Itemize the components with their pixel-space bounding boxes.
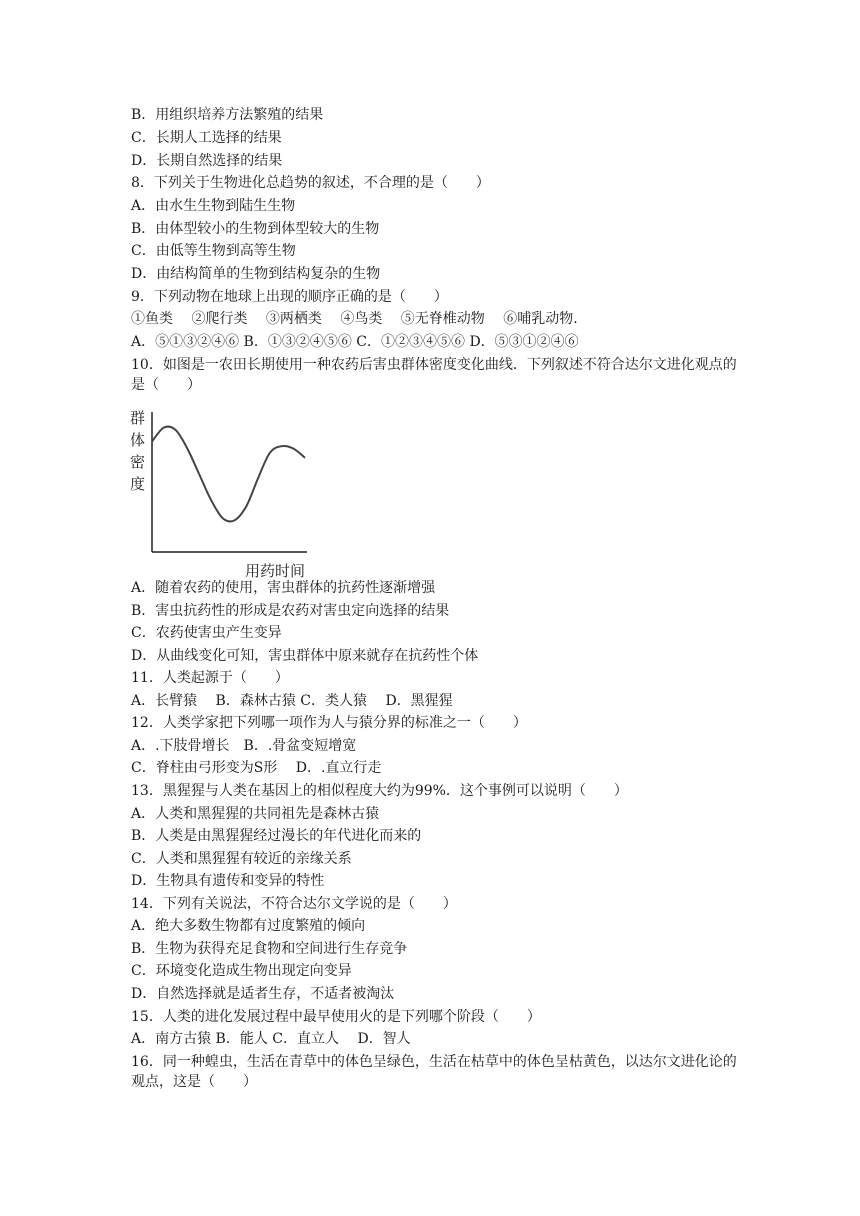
- q12-options-ab: A．.下肢骨增长 B．.骨盆变短增宽: [131, 738, 357, 754]
- q14-option-b: B．生物为获得充足食物和空间进行生存竞争: [131, 941, 408, 957]
- q13-option-b: B．人类是由黑猩猩经过漫长的年代进化而来的: [131, 828, 422, 844]
- density-curve: [152, 427, 305, 522]
- y-label-char-2: 体: [130, 431, 146, 449]
- q15-stem: 15．人类的进化发展过程中最早使用火的是下列哪个阶段（ ）: [131, 1009, 541, 1025]
- q14-option-d: D．自然选择就是适者生存，不适者被淘汰: [131, 986, 395, 1002]
- q9-stem: 9．下列动物在地球上出现的顺序正确的是（ ）: [131, 289, 448, 305]
- q12-options-cd: C．脊柱由弓形变为S形 D．.直立行走: [131, 760, 382, 776]
- q11-stem: 11．人类起源于（ ）: [131, 670, 289, 686]
- q14-option-c: C．环境变化造成生物出现定向变异: [131, 963, 352, 979]
- pest-density-chart: [125, 404, 315, 580]
- q13-option-d: D．生物具有遗传和变异的特性: [131, 873, 325, 889]
- q14-option-a: A．绝大多数生物都有过度繁殖的倾向: [131, 918, 366, 934]
- y-label-char-4: 度: [130, 475, 146, 493]
- q8-option-a: A．由水生生物到陆生生物: [131, 198, 296, 214]
- q7-option-c: C．长期人工选择的结果: [131, 130, 282, 146]
- q13-option-a: A．人类和黑猩猩的共同祖先是森林古猿: [131, 806, 380, 822]
- q7-option-b: B．用组织培养方法繁殖的结果: [131, 107, 324, 123]
- q13-stem: 13．黑猩猩与人类在基因上的相似程度大约为99%．这个事例可以说明（ ）: [131, 783, 628, 799]
- q8-stem: 8．下列关于生物进化总趋势的叙述，不合理的是（ ）: [131, 175, 490, 191]
- q15-options: A．南方古猿 B．能人 C．直立人 D．智人: [131, 1031, 411, 1047]
- q12-stem: 12．人类学家把下列哪一项作为人与猿分界的标准之一（ ）: [131, 715, 527, 731]
- q10-option-b: B．害虫抗药性的形成是农药对害虫定向选择的结果: [131, 603, 450, 619]
- q16-stem: 16．同一种蝗虫，生活在青草中的体色呈绿色，生活在枯草中的体色呈枯黄色，以达尔文进化论的观点，这是（ ）: [131, 1054, 737, 1090]
- q8-option-c: C．由低等生物到高等生物: [131, 243, 296, 259]
- q9-options: A．⑤①③②④⑥ B．①③②④⑤⑥ C．①②③④⑤⑥ D．⑤③①②④⑥: [131, 334, 579, 350]
- x-axis-label: 用药时间: [245, 562, 306, 580]
- q10-option-d: D．从曲线变化可知，害虫群体中原来就存在抗药性个体: [131, 648, 479, 664]
- y-label-char-3: 密: [130, 453, 146, 471]
- q10-option-c: C．农药使害虫产生变异: [131, 625, 282, 641]
- q10-stem: 10．如图是一农田长期使用一种农药后害虫群体密度变化曲线．下列叙述不符合达尔文进化观点的是（ ）: [131, 357, 737, 393]
- q8-option-d: D．由结构简单的生物到结构复杂的生物: [131, 266, 381, 282]
- q7-option-d: D．长期自然选择的结果: [131, 153, 283, 169]
- q13-option-c: C．人类和黑猩猩有较近的亲缘关系: [131, 851, 352, 867]
- q10-option-a: A．随着农药的使用，害虫群体的抗药性逐渐增强: [131, 580, 436, 596]
- q8-option-b: B．由体型较小的生物到体型较大的生物: [131, 221, 380, 237]
- q11-options: A．长臂猿 B．森林古猿 C．类人猿 D．黑猩猩: [131, 693, 453, 709]
- q9-items: ①鱼类 ②爬行类 ③两栖类 ④鸟类 ⑤无脊椎动物 ⑥哺乳动物．: [131, 311, 588, 327]
- q14-stem: 14．下列有关说法，不符合达尔文学说的是（ ）: [131, 896, 457, 912]
- y-label-char-1: 群: [130, 409, 146, 427]
